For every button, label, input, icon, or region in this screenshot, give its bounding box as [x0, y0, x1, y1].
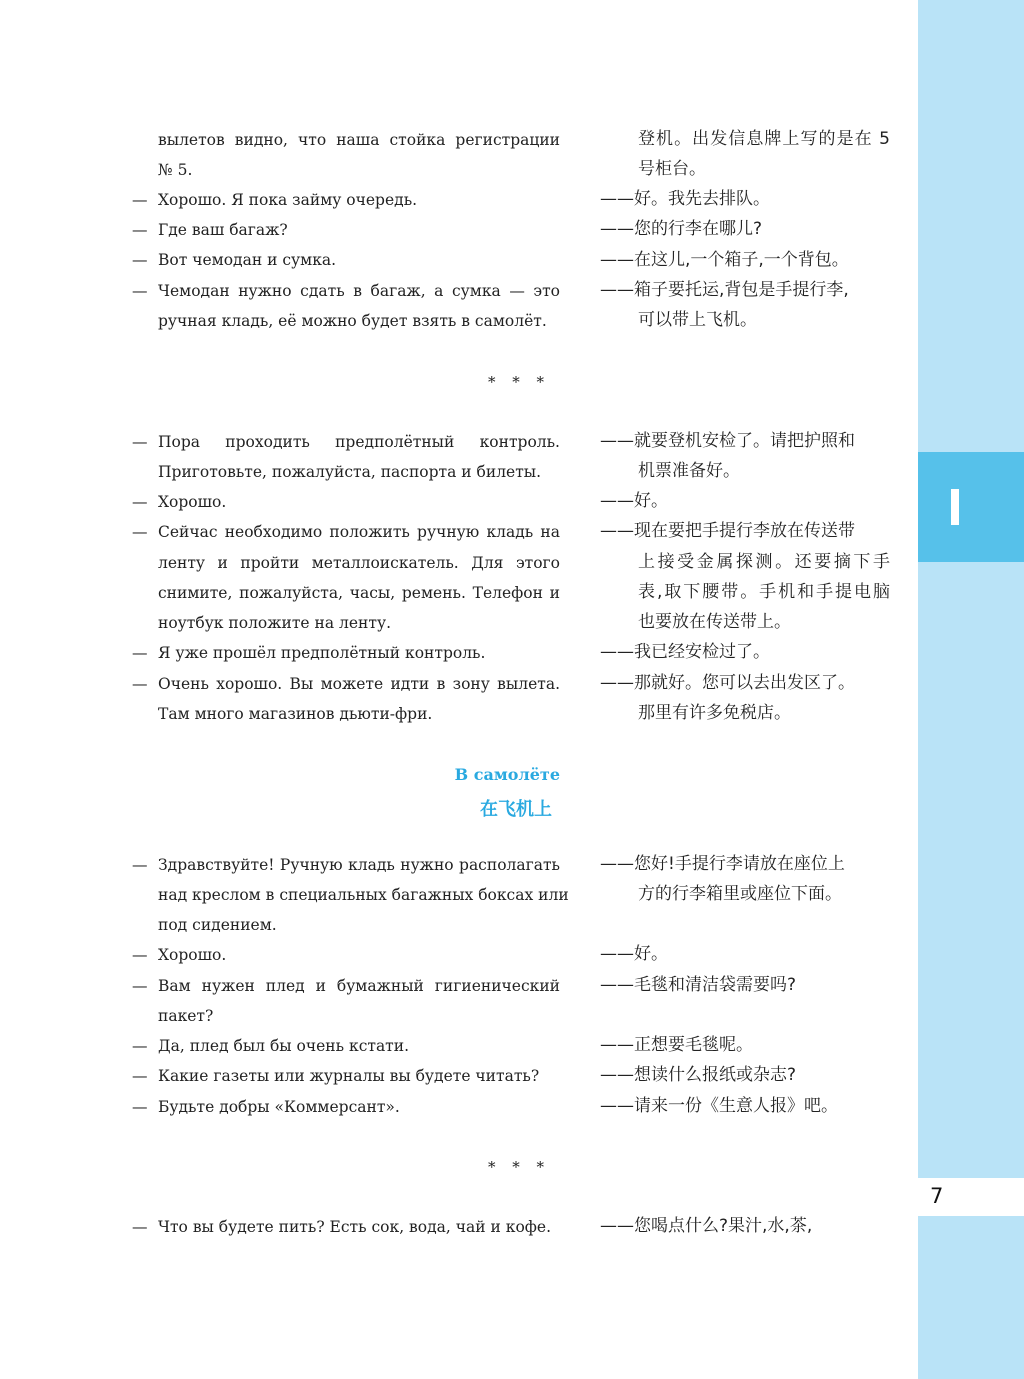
- zh-line: ——您的行李在哪儿?: [600, 219, 763, 239]
- ru-line: ленту и пройти металлоискатель. Для этого: [158, 554, 560, 572]
- zh-line: ——在这儿,一个箱子,一个背包。: [600, 250, 849, 270]
- dialogue-dash: —: [132, 977, 148, 995]
- ru-line: Приготовьте, пожалуйста, паспорта и билеты.: [158, 463, 542, 481]
- zh-line: ——箱子要托运,背包是手提行李,: [600, 280, 849, 300]
- zh-line: ——就要登机安检了。请把护照和: [600, 431, 855, 451]
- ru-line: вылетов видно, что наша стойка регистрации: [158, 131, 560, 149]
- dialogue-dash: —: [132, 251, 148, 269]
- ru-line: под сидением.: [158, 916, 277, 934]
- ru-line: Вам нужен плед и бумажный гигиенический: [158, 977, 560, 995]
- ru-line: Сейчас необходимо положить ручную кладь на: [158, 523, 560, 541]
- dialogue-dash: —: [132, 1067, 148, 1085]
- dialogue-dash: —: [132, 221, 148, 239]
- zh-line: ——我已经安检过了。: [600, 642, 770, 662]
- chapter-tab: [918, 452, 1024, 562]
- dialogue-dash: —: [132, 675, 148, 693]
- ru-line: Да, плед был бы очень кстати.: [158, 1037, 410, 1055]
- zh-line: ——想读什么报纸或杂志?: [600, 1065, 797, 1085]
- section-heading-ru: В самолёте: [454, 765, 560, 784]
- dialogue-dash: —: [132, 1037, 148, 1055]
- ru-line: Какие газеты или журналы вы будете читать?: [158, 1067, 540, 1085]
- zh-line: 也要放在传送带上。: [638, 612, 791, 632]
- zh-line: ——现在要把手提行李放在传送带: [600, 521, 855, 541]
- separator-stars: * * *: [488, 373, 551, 391]
- zh-line: ——您好!手提行李请放在座位上: [600, 854, 845, 874]
- zh-line: ——好。: [600, 944, 668, 964]
- separator-stars: * * *: [488, 1158, 551, 1176]
- ru-line: пакет?: [158, 1007, 214, 1025]
- dialogue-dash: —: [132, 191, 148, 209]
- page-number: 7: [930, 1184, 944, 1208]
- zh-line: 号柜台。: [638, 159, 706, 179]
- ru-line: Что вы будете пить? Есть сок, вода, чай и кофе.: [158, 1218, 552, 1236]
- zh-line: 可以带上飞机。: [638, 310, 757, 330]
- ru-line: Хорошо.: [158, 493, 227, 511]
- zh-line: 上接受金属探测。还要摘下手: [638, 552, 890, 572]
- dialogue-dash: —: [132, 493, 148, 511]
- zh-line: ——毛毯和清洁袋需要吗?: [600, 975, 797, 995]
- ru-line: над креслом в специальных багажных боксах или: [158, 886, 569, 904]
- zh-line: ——好。我先去排队。: [600, 189, 770, 209]
- ru-line: № 5.: [158, 161, 193, 179]
- dialogue-dash: —: [132, 282, 148, 300]
- ru-line: Где ваш багаж?: [158, 221, 288, 239]
- zh-line: ——请来一份《生意人报》吧。: [600, 1096, 838, 1116]
- ru-line: Здравствуйте! Ручную кладь нужно располагать: [158, 856, 560, 874]
- chapter-tab-mark: [951, 489, 959, 525]
- dialogue-dash: —: [132, 523, 148, 541]
- dialogue-dash: —: [132, 1098, 148, 1116]
- ru-line: ручная кладь, её можно будет взять в самолёт.: [158, 312, 547, 330]
- dialogue-dash: —: [132, 856, 148, 874]
- side-color-band: [918, 0, 1024, 1379]
- zh-line: ——您喝点什么?果汁,水,茶,: [600, 1216, 813, 1236]
- zh-line: 机票准备好。: [638, 461, 740, 481]
- ru-line: ноутбук положите на ленту.: [158, 614, 391, 632]
- dialogue-dash: —: [132, 1218, 148, 1236]
- dialogue-dash: —: [132, 946, 148, 964]
- dialogue-dash: —: [132, 644, 148, 662]
- ru-line: Хорошо.: [158, 946, 227, 964]
- ru-line: Пора проходить предполётный контроль.: [158, 433, 560, 451]
- zh-line: 那里有许多免税店。: [638, 703, 791, 723]
- dialogue-dash: —: [132, 433, 148, 451]
- ru-line: Там много магазинов дьюти-фри.: [158, 705, 433, 723]
- zh-line: 表,取下腰带。手机和手提电脑: [638, 582, 890, 602]
- zh-line: ——好。: [600, 491, 668, 511]
- zh-line: 登机。出发信息牌上写的是在 5: [638, 129, 890, 149]
- ru-line: Будьте добры «Коммерсант».: [158, 1098, 400, 1116]
- zh-line: ——那就好。您可以去出发区了。: [600, 673, 855, 693]
- ru-line: Чемодан нужно сдать в багаж, а сумка — это: [158, 282, 560, 300]
- zh-line: ——正想要毛毯呢。: [600, 1035, 753, 1055]
- ru-line: Очень хорошо. Вы можете идти в зону вылета.: [158, 675, 560, 693]
- zh-line: 方的行李箱里或座位下面。: [638, 884, 842, 904]
- ru-line: Вот чемодан и сумка.: [158, 251, 337, 269]
- ru-line: Хорошо. Я пока займу очередь.: [158, 191, 418, 209]
- section-heading-zh: 在飞机上: [480, 799, 552, 820]
- ru-line: Я уже прошёл предполётный контроль.: [158, 644, 486, 662]
- ru-line: снимите, пожалуйста, часы, ремень. Телефон и: [158, 584, 560, 602]
